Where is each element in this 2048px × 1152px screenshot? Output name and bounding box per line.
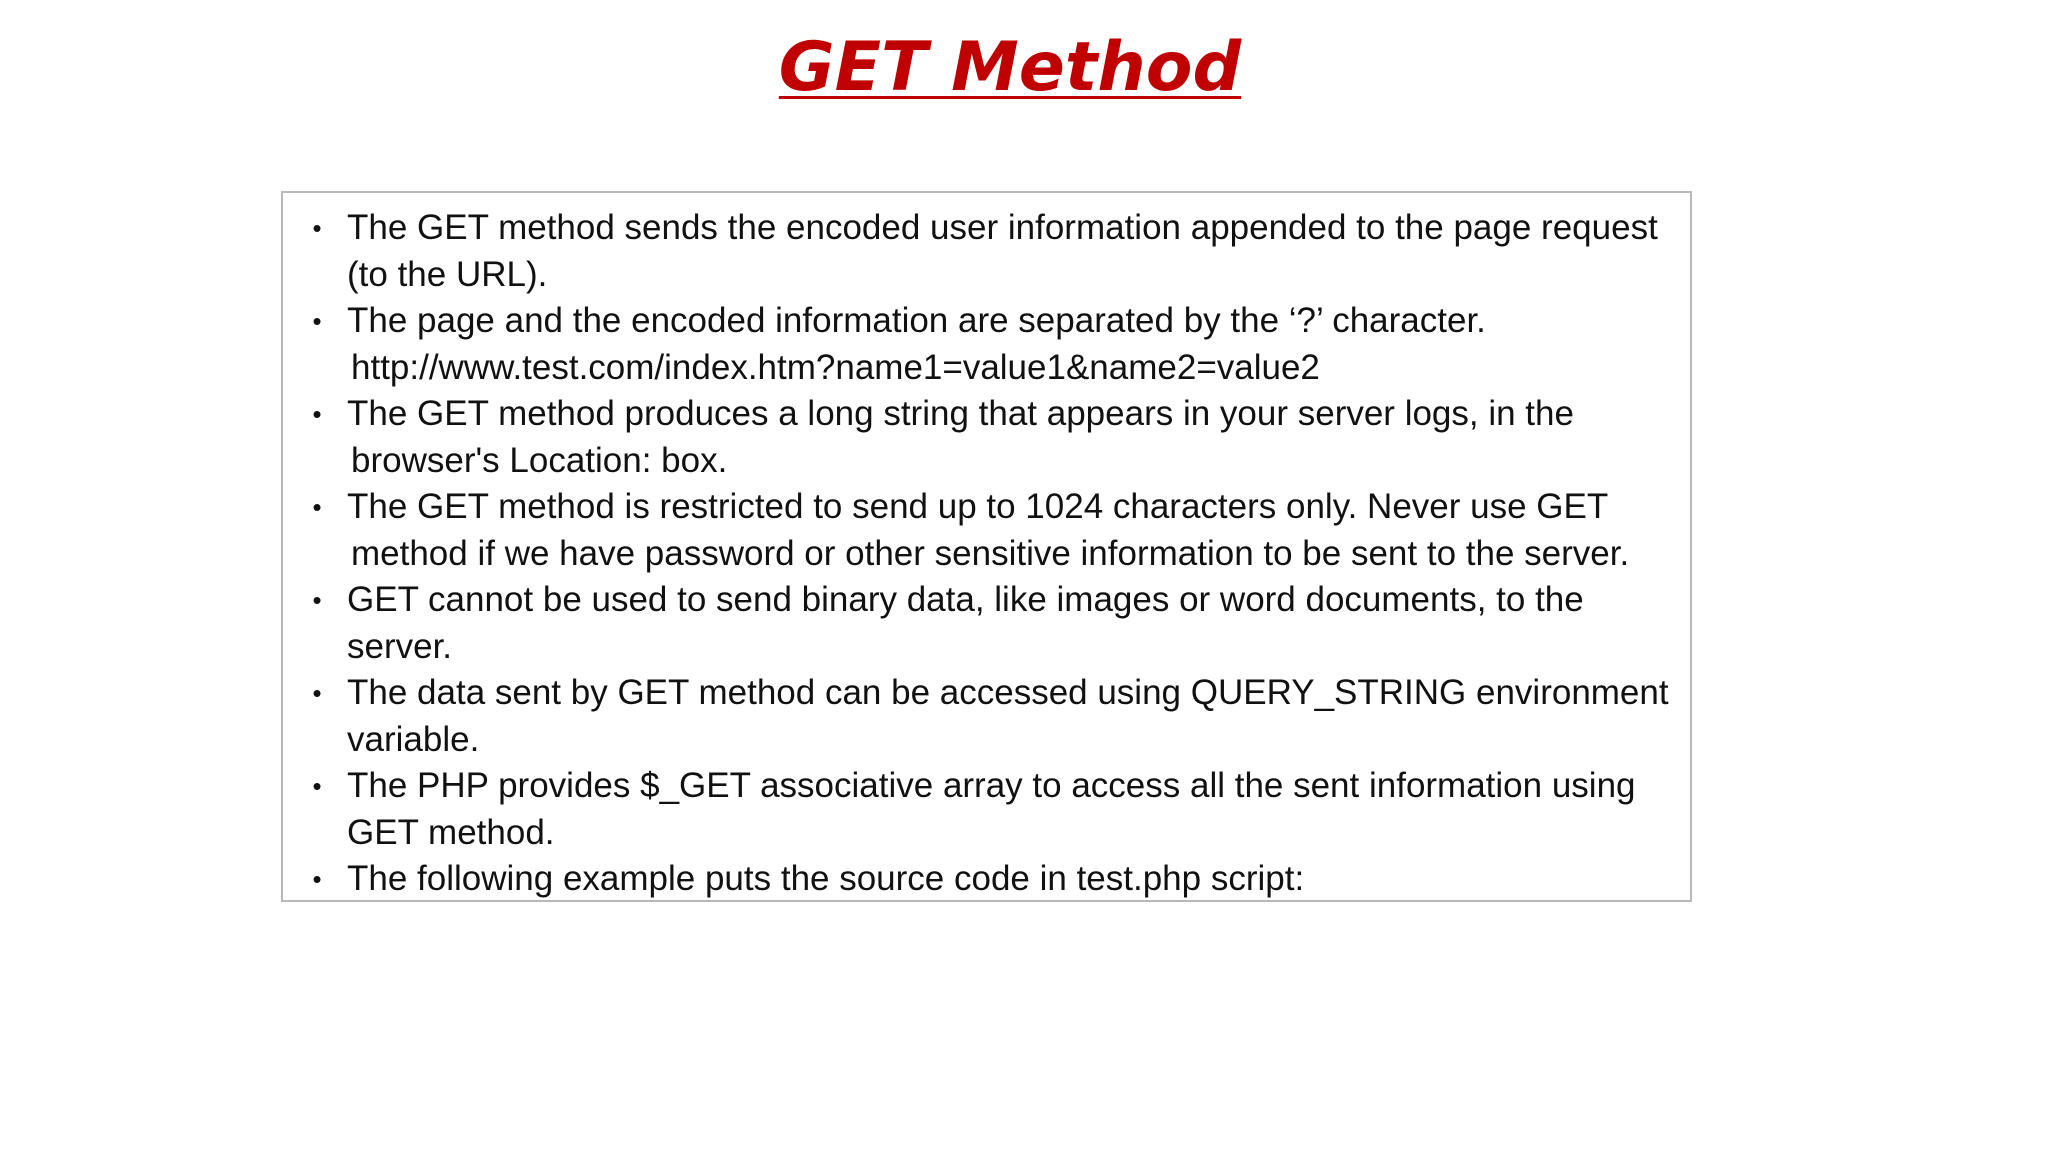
bullet-text-line: The following example puts the source code in test.php script: xyxy=(347,859,1305,898)
bullet-text-line: The GET method is restricted to send up to 1024 characters only. Never use GET xyxy=(347,487,1609,526)
bullet-dot-icon: • xyxy=(312,399,322,429)
bullet-text-line: The GET method sends the encoded user information appended to the page request xyxy=(347,208,1658,247)
bullet-text-line: browser's Location: box. xyxy=(351,440,728,480)
content-box xyxy=(281,191,1692,902)
bullet-text-line: The PHP provides $_GET associative array to access all the sent information using xyxy=(347,766,1636,805)
bullet-text-line: The data sent by GET method can be accessed using QUERY_STRING environment xyxy=(347,673,1669,712)
bullet-item xyxy=(283,577,1690,670)
bullet-item xyxy=(283,670,1690,763)
bullet-text-line: GET method. xyxy=(347,812,555,852)
bullet-text-line: variable. xyxy=(347,719,480,759)
bullet-list xyxy=(283,205,1690,903)
bullet-item xyxy=(283,391,1690,484)
bullet-dot-icon: • xyxy=(312,492,322,522)
bullet-text-line: server. xyxy=(347,626,453,666)
bullet-dot-icon: • xyxy=(312,864,322,894)
bullet-item xyxy=(283,484,1690,577)
bullet-text-line: GET cannot be used to send binary data, like images or word documents, to the xyxy=(347,580,1584,619)
bullet-item xyxy=(283,205,1690,298)
bullet-dot-icon: • xyxy=(312,306,322,336)
bullet-dot-icon: • xyxy=(312,678,322,708)
slide-title: GET Method xyxy=(778,28,1242,107)
bullet-text-line: The page and the encoded information are separated by the ‘?’ character. xyxy=(347,301,1486,340)
bullet-item xyxy=(283,298,1690,391)
bullet-text-line: (to the URL). xyxy=(347,254,548,294)
bullet-text-line: The GET method produces a long string that appears in your server logs, in the xyxy=(347,394,1574,433)
bullet-dot-icon: • xyxy=(312,213,322,243)
bullet-dot-icon: • xyxy=(312,585,322,615)
bullet-text-line: method if we have password or other sensitive information to be sent to the server. xyxy=(351,533,1630,573)
bullet-item xyxy=(283,856,1690,903)
bullet-dot-icon: • xyxy=(312,771,322,801)
example-url: http://www.test.com/index.htm?name1=value1&name2=value2 xyxy=(351,347,1320,387)
bullet-item xyxy=(283,763,1690,856)
